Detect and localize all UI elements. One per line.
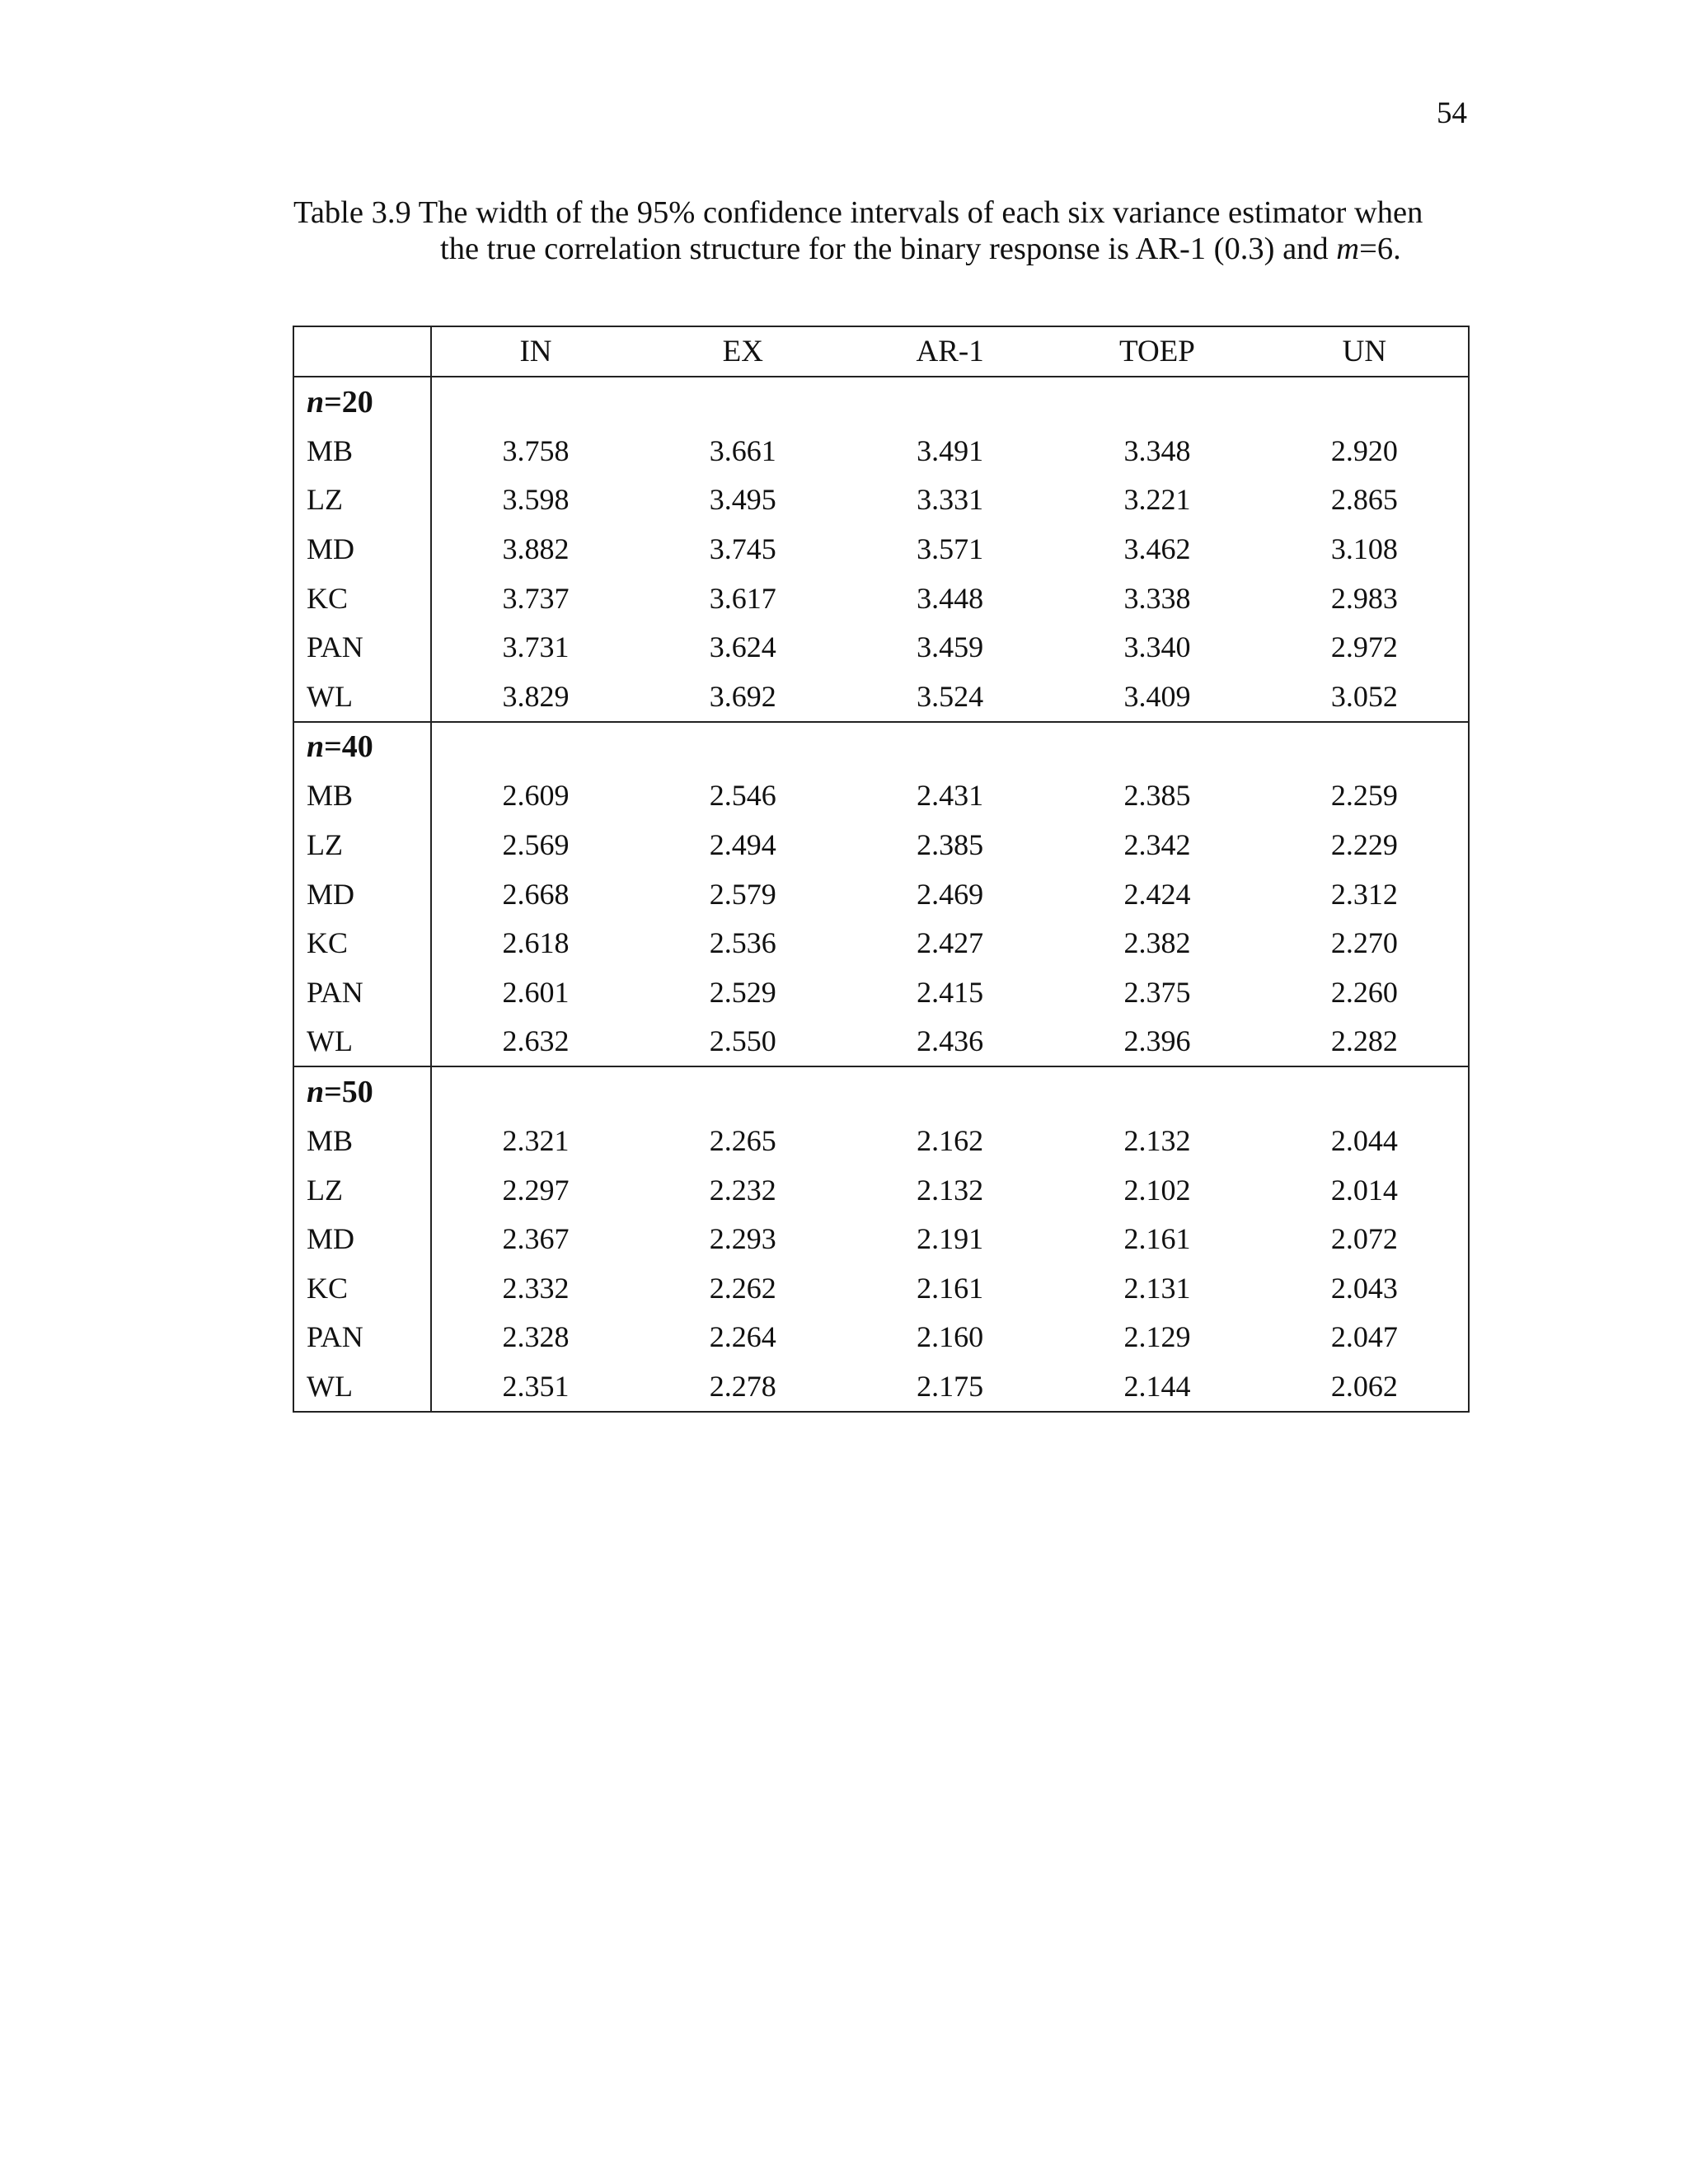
table-row <box>293 476 1469 525</box>
column-header-ar1: AR-1 <box>846 326 1053 377</box>
cell-ar1: 2.160 <box>917 1320 984 1354</box>
cell-ar1: 2.175 <box>846 1361 1053 1412</box>
cell-in: 3.598 <box>502 483 570 517</box>
cell-ex: 2.232 <box>709 1173 776 1207</box>
cell-ar1: 2.469 <box>917 877 984 911</box>
cell-in: 3.737 <box>502 581 570 615</box>
cell-ex: 3.745 <box>709 532 776 565</box>
cell-ar1: 3.448 <box>917 581 984 615</box>
cell-ar1: 3.459 <box>917 630 984 664</box>
row-label-estimator: MB <box>293 426 431 476</box>
cell-ex: 2.529 <box>709 975 776 1009</box>
table-row <box>293 869 1469 919</box>
group-label: n=40 <box>293 722 431 771</box>
table-row <box>293 524 1469 574</box>
cell-toep: 2.342 <box>1123 827 1191 861</box>
row-label-estimator: WL <box>293 672 431 722</box>
cell-un: 3.052 <box>1261 672 1469 722</box>
row-label-estimator: PAN <box>293 1313 431 1362</box>
table-row <box>293 1214 1469 1263</box>
group-empty-cell <box>640 1066 846 1116</box>
header-corner-cell <box>293 326 431 377</box>
row-label-estimator: WL <box>293 1017 431 1067</box>
cell-ex: 2.546 <box>709 779 776 813</box>
cell-ex: 2.278 <box>640 1361 846 1412</box>
cell-ar1: 2.132 <box>917 1173 984 1207</box>
cell-toep: 3.338 <box>1123 581 1191 615</box>
cell-ex: 3.692 <box>640 672 846 722</box>
cell-un: 2.865 <box>1261 476 1469 525</box>
cell-toep: 2.385 <box>1123 779 1191 813</box>
group-empty-cell <box>1261 1066 1469 1116</box>
table-row <box>293 1017 1469 1067</box>
cell-ex: 3.495 <box>709 483 776 517</box>
cell-un: 2.260 <box>1261 968 1469 1017</box>
cell-ar1: 2.427 <box>917 926 984 960</box>
table-row <box>293 1263 1469 1313</box>
cell-un: 2.229 <box>1261 820 1469 869</box>
cell-toep: 2.396 <box>1053 1017 1260 1067</box>
group-empty-cell <box>1053 1066 1260 1116</box>
group-empty-cell <box>431 722 639 771</box>
group-empty-cell <box>846 1066 1053 1116</box>
cell-toep: 2.132 <box>1123 1123 1191 1157</box>
row-label-estimator: WL <box>293 1361 431 1412</box>
cell-toep: 2.382 <box>1123 926 1191 960</box>
cell-ar1: 2.415 <box>917 975 984 1009</box>
cell-un: 2.062 <box>1261 1361 1469 1412</box>
cell-toep: 3.462 <box>1123 532 1191 565</box>
row-label-estimator: LZ <box>293 820 431 869</box>
row-label-estimator: MD <box>293 1214 431 1263</box>
row-label-estimator: KC <box>293 918 431 968</box>
cell-un: 3.108 <box>1261 524 1469 574</box>
cell-in: 2.632 <box>431 1017 639 1067</box>
cell-in: 2.297 <box>502 1173 570 1207</box>
group-empty-cell <box>846 377 1053 426</box>
cell-ar1: 2.161 <box>917 1271 984 1305</box>
group-label: n=50 <box>293 1066 431 1116</box>
cell-toep: 3.348 <box>1123 434 1191 467</box>
cell-un: 2.047 <box>1261 1313 1469 1362</box>
cell-un: 2.044 <box>1261 1116 1469 1165</box>
table-row <box>293 771 1469 821</box>
cell-toep: 2.102 <box>1123 1173 1191 1207</box>
group-empty-cell <box>846 722 1053 771</box>
cell-in: 2.367 <box>502 1222 570 1256</box>
cell-in: 3.829 <box>431 672 639 722</box>
cell-toep: 2.161 <box>1123 1222 1191 1256</box>
cell-in: 2.618 <box>502 926 570 960</box>
row-label-estimator: LZ <box>293 1165 431 1215</box>
table-row <box>293 1361 1469 1412</box>
caption-line-1: Table 3.9 The width of the 95% confidence intervals of each six variance estimator when <box>293 195 1423 230</box>
cell-un: 2.259 <box>1261 771 1469 821</box>
table-row <box>293 1313 1469 1362</box>
cell-in: 2.569 <box>502 827 570 861</box>
cell-in: 3.758 <box>502 434 570 467</box>
table-row <box>293 1165 1469 1215</box>
cell-un: 2.043 <box>1261 1263 1469 1313</box>
cell-toep: 3.221 <box>1123 483 1191 517</box>
cell-ex: 2.579 <box>709 877 776 911</box>
table-row <box>293 672 1469 722</box>
row-label-estimator: MB <box>293 771 431 821</box>
cell-in: 3.731 <box>502 630 570 664</box>
column-header-un: UN <box>1261 326 1469 377</box>
row-label-estimator: KC <box>293 1263 431 1313</box>
column-header-toep: TOEP <box>1053 326 1260 377</box>
group-empty-cell <box>1261 377 1469 426</box>
table-caption <box>293 194 1464 267</box>
cell-toep: 2.144 <box>1053 1361 1260 1412</box>
row-label-estimator: MB <box>293 1116 431 1165</box>
cell-un: 2.014 <box>1261 1165 1469 1215</box>
table-row <box>293 820 1469 869</box>
group-empty-cell <box>431 377 639 426</box>
cell-in: 2.321 <box>502 1123 570 1157</box>
cell-ex: 2.265 <box>709 1123 776 1157</box>
cell-toep: 3.340 <box>1123 630 1191 664</box>
table-row <box>293 968 1469 1017</box>
cell-ex: 2.494 <box>709 827 776 861</box>
group-header-row <box>293 1066 1469 1116</box>
cell-in: 2.609 <box>502 779 570 813</box>
group-empty-cell <box>1053 722 1260 771</box>
cell-un: 2.270 <box>1261 918 1469 968</box>
cell-toep: 2.424 <box>1123 877 1191 911</box>
cell-in: 2.328 <box>502 1320 570 1354</box>
cell-ar1: 2.191 <box>917 1222 984 1256</box>
cell-un: 2.983 <box>1261 574 1469 623</box>
table-row <box>293 622 1469 672</box>
group-empty-cell <box>1261 722 1469 771</box>
row-label-estimator: MD <box>293 524 431 574</box>
table-header-row <box>293 326 1469 377</box>
cell-toep: 2.375 <box>1123 975 1191 1009</box>
column-header-in: IN <box>431 326 639 377</box>
cell-ar1: 3.571 <box>917 532 984 565</box>
cell-un: 2.282 <box>1261 1017 1469 1067</box>
table-row <box>293 918 1469 968</box>
cell-un: 2.920 <box>1261 426 1469 476</box>
table-row <box>293 426 1469 476</box>
group-empty-cell <box>640 722 846 771</box>
cell-ex: 3.624 <box>709 630 776 664</box>
cell-ex: 2.536 <box>709 926 776 960</box>
column-header-ex: EX <box>640 326 846 377</box>
group-header-row <box>293 722 1469 771</box>
group-empty-cell <box>640 377 846 426</box>
table-row <box>293 574 1469 623</box>
cell-ar1: 3.331 <box>917 483 984 517</box>
group-empty-cell <box>431 1066 639 1116</box>
cell-in: 2.351 <box>431 1361 639 1412</box>
cell-in: 2.332 <box>502 1271 570 1305</box>
cell-in: 3.882 <box>502 532 570 565</box>
cell-ar1: 2.162 <box>917 1123 984 1157</box>
caption-line-2: the true correlation structure for the binary response is AR-1 (0.3) and m=6. <box>440 232 1401 266</box>
row-label-estimator: MD <box>293 869 431 919</box>
row-label-estimator: PAN <box>293 968 431 1017</box>
cell-un: 2.072 <box>1261 1214 1469 1263</box>
cell-ex: 2.293 <box>709 1222 776 1256</box>
cell-un: 2.312 <box>1261 869 1469 919</box>
cell-ar1: 3.524 <box>846 672 1053 722</box>
row-label-estimator: PAN <box>293 622 431 672</box>
cell-ex: 2.264 <box>709 1320 776 1354</box>
cell-toep: 3.409 <box>1053 672 1260 722</box>
cell-ar1: 2.385 <box>917 827 984 861</box>
cell-ar1: 2.431 <box>917 779 984 813</box>
group-empty-cell <box>1053 377 1260 426</box>
cell-in: 2.668 <box>502 877 570 911</box>
cell-ex: 3.617 <box>709 581 776 615</box>
cell-toep: 2.131 <box>1123 1271 1191 1305</box>
group-header-row <box>293 377 1469 426</box>
row-label-estimator: LZ <box>293 476 431 525</box>
results-table <box>293 326 1470 1413</box>
page-number: 54 <box>1437 96 1467 130</box>
cell-ex: 2.550 <box>640 1017 846 1067</box>
cell-toep: 2.129 <box>1123 1320 1191 1354</box>
cell-ar1: 3.491 <box>917 434 984 467</box>
cell-un: 2.972 <box>1261 622 1469 672</box>
cell-ex: 3.661 <box>709 434 776 467</box>
cell-ar1: 2.436 <box>846 1017 1053 1067</box>
table-row <box>293 1116 1469 1165</box>
table-body <box>293 377 1469 1412</box>
row-label-estimator: KC <box>293 574 431 623</box>
group-label: n=20 <box>293 377 431 426</box>
cell-in: 2.601 <box>502 975 570 1009</box>
cell-ex: 2.262 <box>709 1271 776 1305</box>
